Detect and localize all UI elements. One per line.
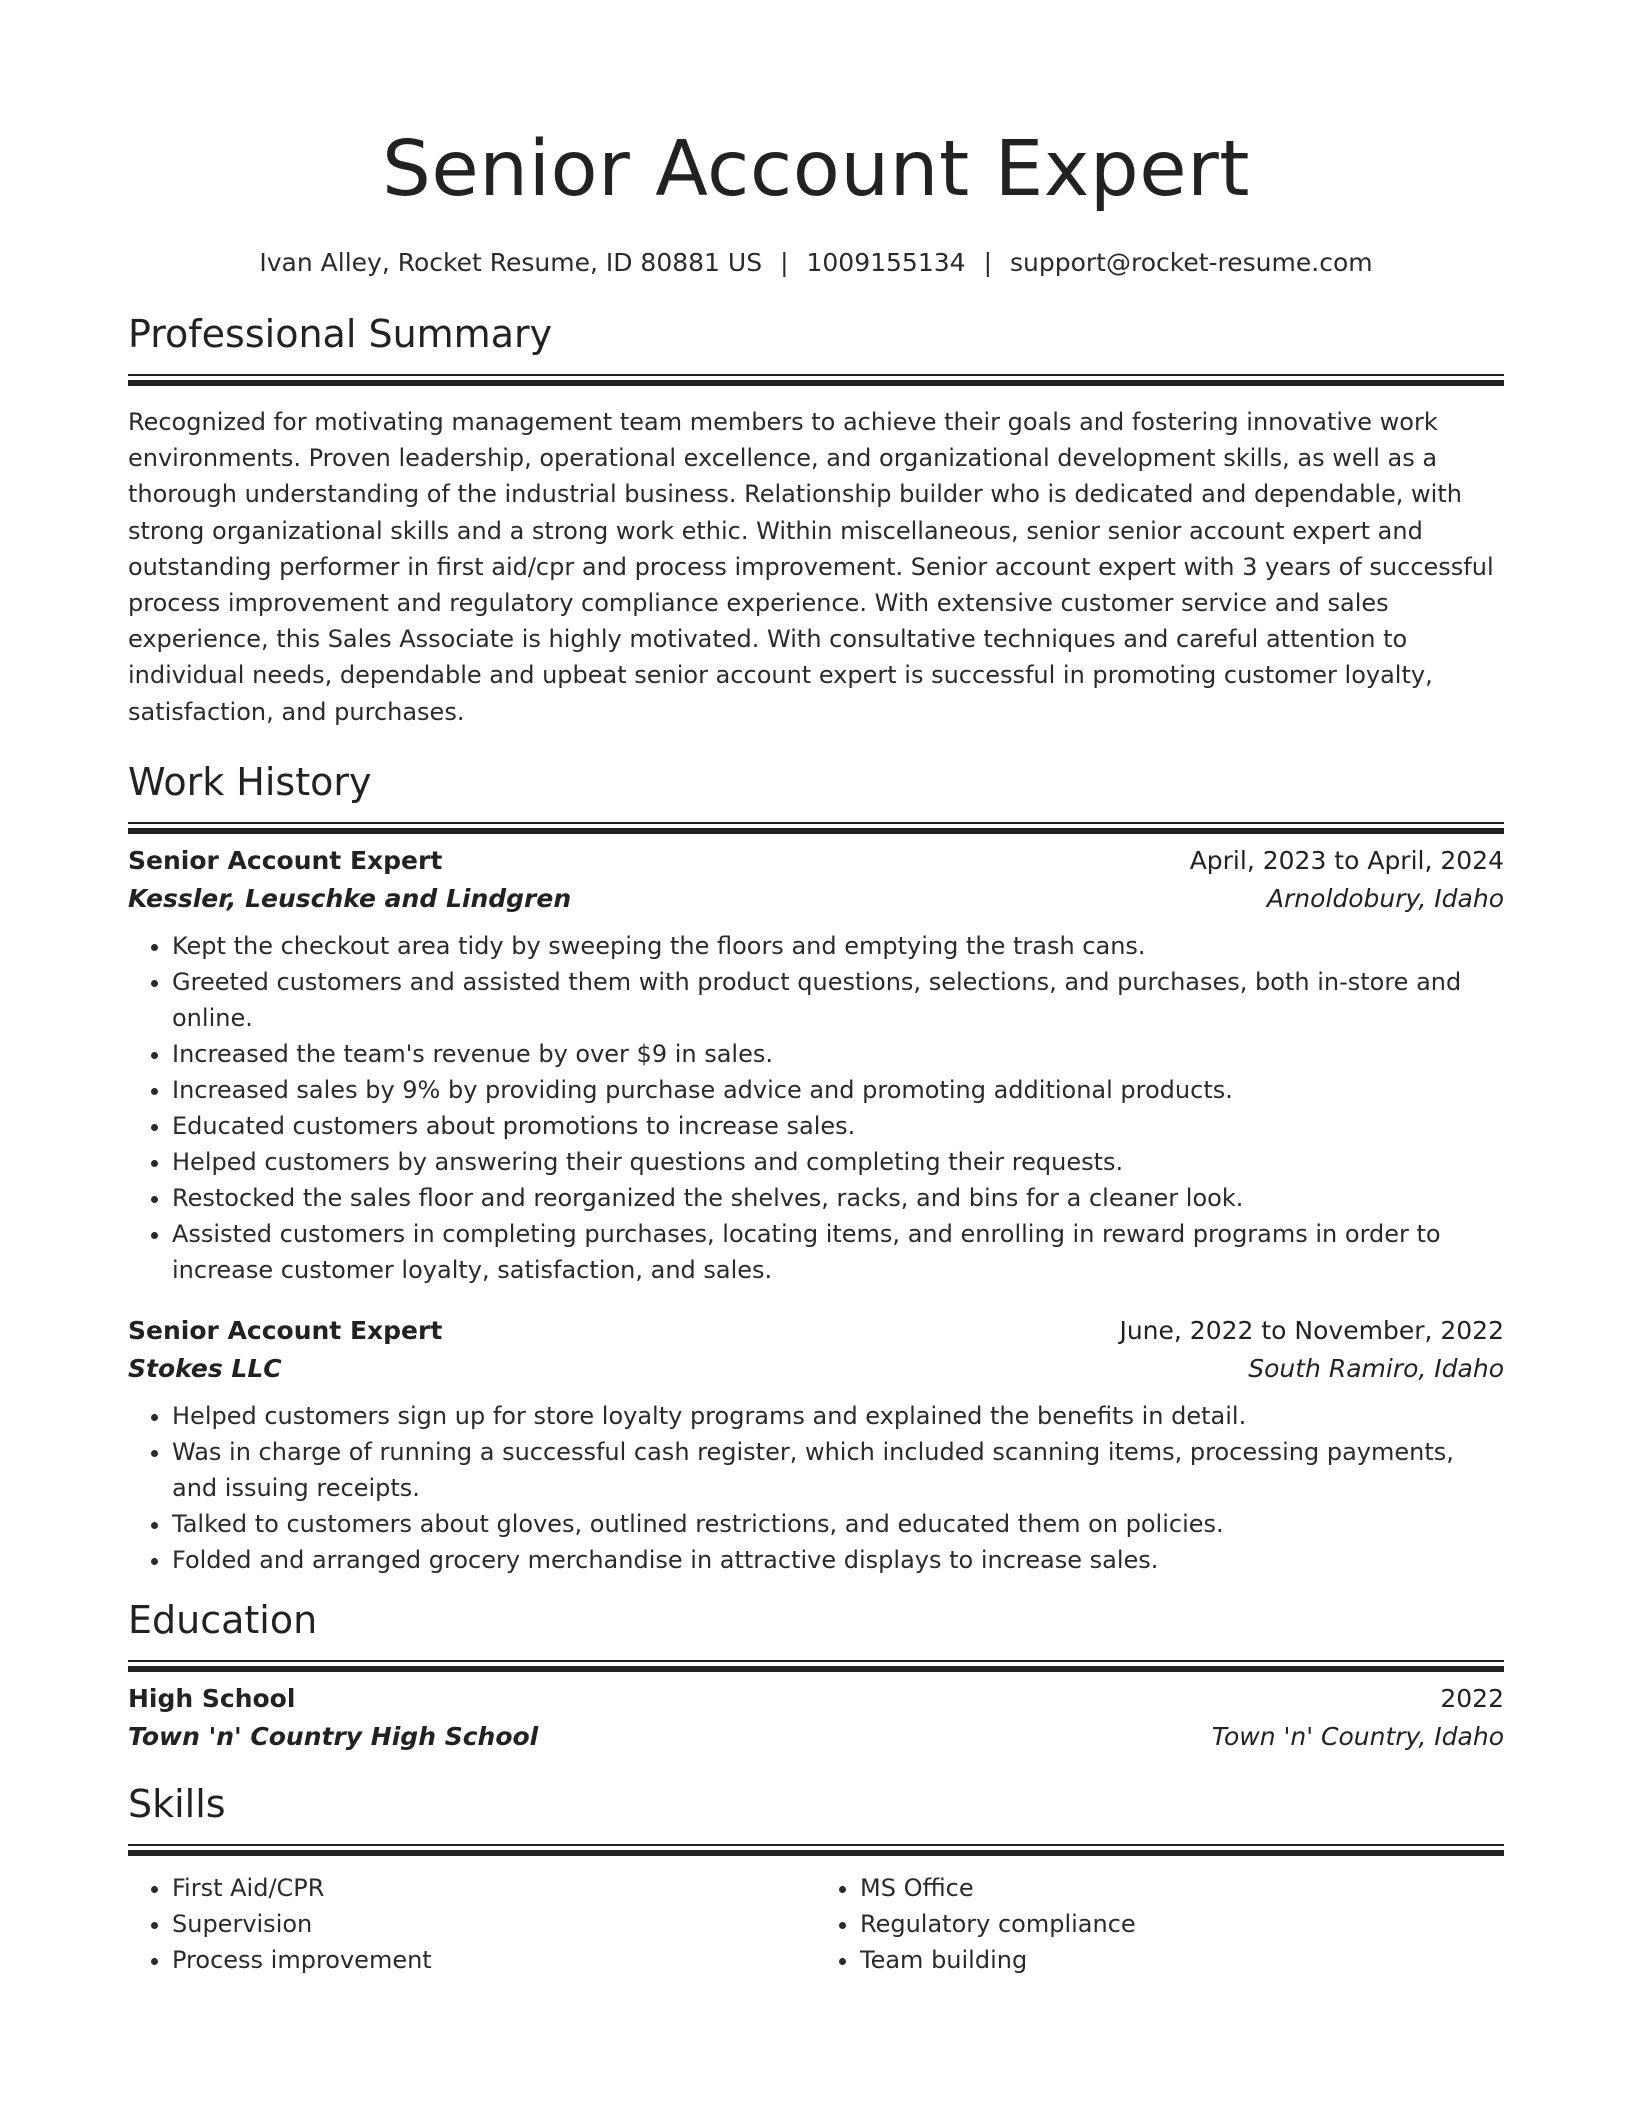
- education-school: Town 'n' Country High School: [128, 1721, 539, 1751]
- job-header: [128, 842, 1504, 880]
- job-title: Senior Account Expert: [128, 845, 443, 875]
- contact-line: [128, 246, 1504, 280]
- job-dates: June, 2022 to November, 2022: [1119, 1315, 1504, 1345]
- job-company: Stokes LLC: [128, 1353, 282, 1383]
- job-entry: [128, 842, 1504, 1288]
- job-bullets: [128, 1398, 1504, 1578]
- summary-text: Recognized for motivating management team members to achieve their goals and fostering innovative work environments. Proven leadership, operational excellence, and organizational development skills, as well as a thorough understanding of the industrial business. Relationship builder who is dedicated and dependable, with strong organizational skills and a strong work ethic. Within miscellaneous, senior senior account expert and outstanding performer in first aid/cpr and process improvement. Senior account expert with 3 years of successful process improvement and regulatory compliance experience. With extensive customer service and sales experience, this Sales Associate is highly motivated. With consultative techniques and careful attention to individual needs, dependable and upbeat senior account expert is successful in promoting customer loyalty, satisfaction, and purchases.: [128, 408, 1494, 726]
- contact-email: support@rocket-resume.com: [1010, 248, 1373, 277]
- job-entry: [128, 1312, 1504, 1578]
- contact-separator: |: [983, 248, 992, 277]
- job-company: Kessler, Leuschke and Lindgren: [128, 883, 572, 913]
- section-divider: [128, 1660, 1504, 1662]
- section-title-education: Education: [128, 1597, 318, 1642]
- section-title-summary: Professional Summary: [128, 312, 553, 356]
- skill-item: • MS Office: [860, 1870, 1504, 1906]
- list-item: • Increased the team's revenue by over $9 in sales.: [172, 1036, 1504, 1072]
- section-divider: [128, 822, 1504, 824]
- job-header: [128, 1312, 1504, 1350]
- list-item: • Was in charge of running a successful cash register, which included scanning items, processing payments, and issuing receipts.: [172, 1434, 1504, 1506]
- job-subheader: [128, 880, 1504, 918]
- job-subheader: [128, 1350, 1504, 1388]
- section-title-work: Work History: [128, 759, 372, 804]
- skill-item: • Process improvement: [172, 1942, 816, 1978]
- skills-list: [816, 1870, 1504, 1978]
- list-item: • Helped customers by answering their questions and completing their requests.: [172, 1144, 1504, 1180]
- section-divider: [128, 1844, 1504, 1846]
- skills-column-right: [816, 1870, 1504, 1978]
- contact-phone: 1009155134: [806, 248, 966, 277]
- job-location: Arnoldobury, Idaho: [1266, 883, 1504, 913]
- education-section: [128, 1594, 1504, 1756]
- work-section: [128, 756, 1504, 1578]
- education-year: 2022: [1440, 1683, 1504, 1713]
- education-entry: [128, 1680, 1504, 1756]
- list-item: • Kept the checkout area tidy by sweeping the floors and emptying the trash cans.: [172, 928, 1504, 964]
- education-subheader: [128, 1718, 1504, 1756]
- education-header: [128, 1680, 1504, 1718]
- education-location: Town 'n' Country, Idaho: [1211, 1721, 1504, 1751]
- skill-item: • Supervision: [172, 1906, 816, 1942]
- section-divider: [128, 374, 1504, 376]
- job-bullets: [128, 928, 1504, 1288]
- skill-item: • First Aid/CPR: [172, 1870, 816, 1906]
- skills-section: [128, 1778, 1504, 1978]
- skill-item: • Regulatory compliance: [860, 1906, 1504, 1942]
- list-item: • Increased sales by 9% by providing purchase advice and promoting additional products.: [172, 1072, 1504, 1108]
- list-item: • Folded and arranged grocery merchandise in attractive displays to increase sales.: [172, 1542, 1504, 1578]
- list-item: • Greeted customers and assisted them with product questions, selections, and purchases, both in-store and online.: [172, 964, 1504, 1036]
- list-item: • Educated customers about promotions to increase sales.: [172, 1108, 1504, 1144]
- skills-grid: [128, 1870, 1504, 1978]
- summary-section: [128, 308, 1504, 730]
- contact-separator: |: [780, 248, 789, 277]
- list-item: • Restocked the sales floor and reorganized the shelves, racks, and bins for a cleaner look.: [172, 1180, 1504, 1216]
- list-item: • Helped customers sign up for store loyalty programs and explained the benefits in detail.: [172, 1398, 1504, 1434]
- contact-address: Ivan Alley, Rocket Resume, ID 80881 US: [259, 248, 763, 277]
- skills-column-left: [128, 1870, 816, 1978]
- skills-list: [128, 1870, 816, 1978]
- job-location: South Ramiro, Idaho: [1248, 1353, 1504, 1383]
- list-item: • Assisted customers in completing purchases, locating items, and enrolling in reward programs in order to increase customer loyalty, satisfaction, and sales.: [172, 1216, 1504, 1288]
- list-item: • Talked to customers about gloves, outlined restrictions, and educated them on policies.: [172, 1506, 1504, 1542]
- job-title: Senior Account Expert: [128, 1315, 443, 1345]
- education-degree: High School: [128, 1683, 296, 1713]
- section-title-skills: Skills: [128, 1781, 226, 1826]
- skill-item: • Team building: [860, 1942, 1504, 1978]
- candidate-name: Senior Account Expert: [382, 125, 1250, 214]
- job-dates: April, 2023 to April, 2024: [1189, 845, 1504, 875]
